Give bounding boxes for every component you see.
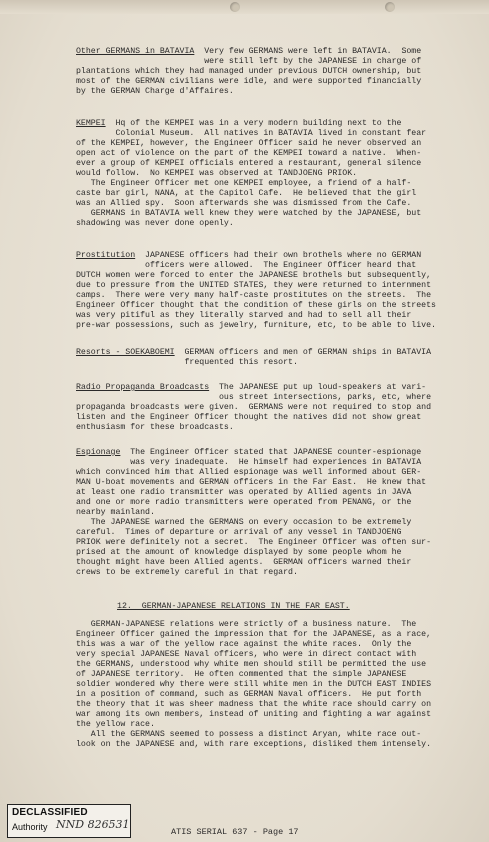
text-line: Other GERMANS in BATAVIA Very few GERMANS were left in BATAVIA. Some [76,47,422,56]
text-line: open act of violence on the part of the KEMPEI toward a native. When- [76,149,422,158]
text-line: Prostitution JAPANESE officers had their own brothels where no GERMAN [76,251,422,260]
text-line: officers were allowed. The Engineer Officer heard that [76,261,417,270]
section-radio [76,383,476,433]
section-relations [76,620,476,750]
section-espionage [76,448,476,578]
text-line: caste bar girl, NANA, at the Capitol Cafe. He believed that the girl [76,189,417,198]
text-line: very special JAPANESE Naval officers, who were in direct contact with [76,650,417,659]
text-line: careful. Times of departure or arrival of any vessel in TANDJOENG [76,528,402,537]
binder-hole [385,2,395,12]
stamp-authority-label: Authority [12,822,48,832]
text-line: Engineer Officer thought that the condition of these girls on the streets [76,301,436,310]
text-line: of the KEMPEI, however, the Engineer Officer said he never observed an [76,139,422,148]
section-kempei [76,119,476,229]
text-line: propaganda broadcasts were given. GERMANS were not required to stop and [76,403,432,412]
text-line: DUTCH women were forced to enter the JAPANESE brothels but subsequently, [76,271,432,280]
stamp-title: DECLASSIFIED [12,807,88,818]
text-line: enthusiasm for these broadcasts. [76,423,234,432]
text-line: GERMANS in BATAVIA well knew they were watched by the JAPANESE, but [76,209,422,218]
text-line: camps. There were very many half-caste prostitutes on the streets. The [76,291,432,300]
text-line: was an Allied spy. Soon afterwards she was dismissed from the Cafe. [76,199,412,208]
text-line: Espionage The Engineer Officer stated that JAPANESE counter-espionage [76,448,422,457]
text-line: ous street intersections, parks, etc, where [76,393,432,402]
text-line: by the GERMAN Charge d'Affaires. [76,87,234,96]
text-line: Colonial Museum. All natives in BATAVIA lived in constant fear [76,129,427,138]
binder-hole [230,2,240,12]
text-line: PRIOK were definitely not a secret. The Engineer Officer was often sur- [76,538,432,547]
section-heading: KEMPEI [76,119,106,128]
text-line: plantations which they had managed under previous DUTCH ownership, but [76,67,422,76]
section-heading: Espionage [76,448,121,457]
text-line: pre-war possessions, such as jewelry, furniture, etc, to be able to live. [76,321,436,330]
text-line: frequented this resort. [76,358,298,367]
text-line: ever a group of KEMPEI officials entered a restaurant, general silence [76,159,422,168]
text-line: Resorts - SOEKABOEMI GERMAN officers and men of GERMAN ships in BATAVIA [76,348,432,357]
section-heading: Radio Propaganda Broadcasts [76,383,210,392]
text-line: soldier wondered why there were still white men in the DUTCH EAST INDIES [76,680,432,689]
text-line: KEMPEI Hq of the KEMPEI was in a very modern building next to the [76,119,402,128]
text-line: look on the JAPANESE and, with rare exceptions, disliked them intensely. [76,740,432,749]
text-line: prised at the amount of knowledge displayed by some people whom he [76,548,402,557]
section-heading: Other GERMANS in BATAVIA [76,47,195,56]
text-line: GERMAN-JAPANESE relations were strictly of a business nature. The [76,620,417,629]
text-line: The Engineer Officer met one KEMPEI employee, a friend of a half- [76,179,412,188]
section-prostitution [76,251,476,331]
section-resorts [76,348,476,368]
text-line: MAN U-boat movements and GERMAN officers in the Far East. He knew that [76,478,427,487]
text-line: nearby mainland. [76,508,155,517]
text-line: which convinced him that Allied espionage was well informed about GER- [76,468,422,477]
section-heading: Prostitution [76,251,136,260]
text-line: The JAPANESE warned the GERMANS on every occasion to be extremely [76,518,412,527]
text-line: war among its own members, instead of uniting and fighting a war against [76,710,432,719]
section-batavia [76,47,476,97]
stamp-authority-value: NND 826531 [56,818,130,831]
text-line: of JAPANESE territory. He often commented that the simple JAPANESE [76,670,407,679]
section-heading: Resorts - SOEKABOEMI [76,348,175,357]
text-line: this was a war of the yellow race against the white races. Only the [76,640,412,649]
text-line: shadowing was never done openly. [76,219,234,228]
text-line: was very pitiful as they literally starved and had to sell all their [76,311,412,320]
text-line: at least one radio transmitter was operated by Allied agents in JAVA [76,488,412,497]
text-line: due to pressure from the UNITED STATES, they were returned to internment [76,281,432,290]
text-line: were still left by the JAPANESE in charge of [76,57,422,66]
text-line: thought might have been Allied agents. GERMAN officers warned their [76,558,412,567]
text-line: the GERMANS, understood why white men should still be permitted the use [76,660,427,669]
text-line: the theory that it was sheer madness that the white race should carry on [76,700,432,709]
text-line: All the GERMANS seemed to possess a distinct Aryan, white race out- [76,730,422,739]
page-footer: ATIS SERIAL 637 - Page 17 [171,827,299,837]
page-top-edge [0,0,489,14]
text-line: was very inadequate. He himself had experiences in BATAVIA [76,458,422,467]
text-line: Radio Propaganda Broadcasts The JAPANESE put up loud-speakers at vari- [76,383,427,392]
text-line: the yellow race. [76,720,155,729]
text-line: most of the GERMAN civilians were idle, and were supported financially [76,77,422,86]
text-line: Engineer Officer gained the impression that for the JAPANESE, as a race, [76,630,432,639]
text-line: and one or more radio transmitters were operated from PENANG, or the [76,498,412,507]
text-line: would follow. No KEMPEI was observed at TANDJOENG PRIOK. [76,169,358,178]
section-title: 12. GERMAN-JAPANESE RELATIONS IN THE FAR EAST. [117,602,350,611]
text-line: crews to be extremely careful in that regard. [76,568,298,577]
declassified-stamp [7,804,131,838]
text-line: in a position of command, such as GERMAN Naval officers. He put forth [76,690,422,699]
text-line: listen and the Engineer Officer thought the natives did not show great [76,413,422,422]
